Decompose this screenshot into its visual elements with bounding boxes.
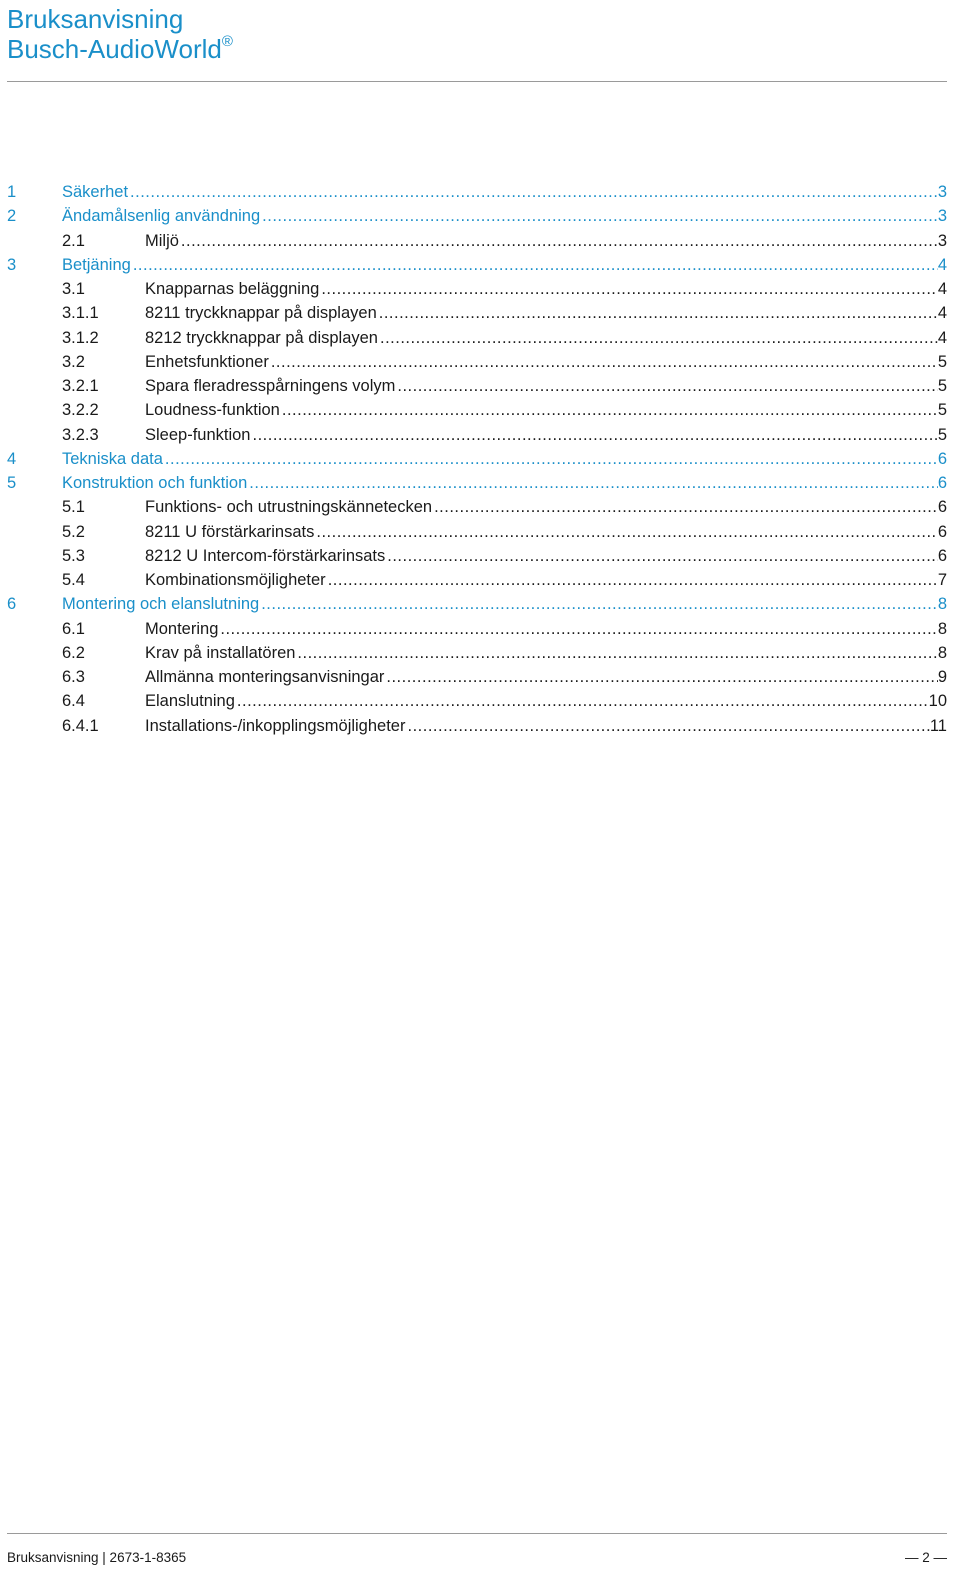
toc-entry-title: Tekniska data (62, 449, 163, 468)
toc-entry[interactable] (7, 592, 947, 616)
toc-dot-leader (378, 326, 938, 350)
toc-entry-number: 6.4.1 (62, 716, 99, 735)
toc-dot-leader (269, 350, 938, 374)
toc-dot-leader (247, 471, 938, 495)
toc-entry[interactable] (7, 301, 947, 325)
toc-entry-number: 5.4 (62, 571, 85, 589)
toc-entry-title: Montering och elanslutning (62, 595, 260, 614)
toc-dot-leader (280, 398, 938, 422)
toc-entry-page: 5 (937, 352, 947, 371)
toc-entry-line (145, 301, 947, 325)
toc-entry-number: 3.1.2 (62, 328, 99, 347)
toc-entry-line (62, 204, 947, 228)
toc-entry-title: Konstruktion och funktion (62, 474, 248, 492)
toc-entry-page: 4 (937, 328, 947, 347)
toc-entry-number: 1 (7, 183, 17, 201)
toc-entry-page: 6 (937, 474, 947, 492)
toc-dot-leader (385, 544, 938, 568)
toc-entry-page: 3 (937, 231, 947, 250)
toc-dot-leader (251, 423, 938, 447)
toc-entry-title: Knapparnas beläggning (145, 280, 320, 298)
toc-entry-page: 7 (937, 571, 947, 589)
toc-entry-title: Miljö (145, 231, 179, 250)
toc-entry-title: Kombinationsmöjligheter (145, 571, 326, 589)
toc-entry[interactable] (7, 617, 947, 641)
toc-entry-page: 5 (937, 401, 947, 420)
toc-entry-number: 6.1 (62, 619, 85, 638)
toc-entry-line (145, 423, 947, 447)
toc-entry-page: 4 (937, 304, 947, 323)
toc-dot-leader (218, 617, 937, 641)
toc-entry-number: 6.3 (62, 668, 85, 686)
toc-entry-page: 8 (937, 619, 947, 638)
toc-entry-page: 4 (937, 280, 947, 298)
toc-entry-line (145, 714, 947, 738)
footer-divider (7, 1533, 947, 1534)
toc-entry-title: Ändamålsenlig användning (62, 207, 261, 226)
toc-entry-title: Enhetsfunktioner (145, 352, 269, 371)
toc-dot-leader (314, 520, 937, 544)
footer-page-number: — 2 — (904, 1550, 947, 1565)
toc-entry-line (145, 495, 947, 519)
toc-entry[interactable] (7, 544, 947, 568)
toc-entry-page: 4 (937, 255, 947, 274)
toc-entry-line (145, 641, 947, 665)
toc-entry-line (62, 471, 947, 495)
toc-entry-line (145, 665, 947, 689)
toc-dot-leader (179, 229, 938, 253)
toc-dot-leader (384, 665, 937, 689)
toc-entry-line (145, 689, 947, 713)
toc-entry-number: 5.1 (62, 498, 85, 517)
toc-entry[interactable] (7, 374, 947, 398)
toc-entry[interactable] (7, 253, 947, 277)
toc-entry-number: 3.2.1 (62, 377, 99, 395)
toc-entry[interactable] (7, 568, 947, 592)
toc-entry-line (145, 544, 947, 568)
product-name: Busch-AudioWorld (7, 34, 222, 64)
toc-entry-line (145, 374, 947, 398)
document-header (7, 4, 947, 64)
toc-dot-leader (405, 714, 929, 738)
toc-entry[interactable] (7, 447, 947, 471)
toc-entry-number: 6.4 (62, 692, 85, 711)
toc-entry-line (145, 350, 947, 374)
toc-entry[interactable] (7, 326, 947, 350)
toc-entry-page: 8 (937, 643, 947, 662)
toc-entry[interactable] (7, 350, 947, 374)
table-of-contents (7, 180, 947, 738)
toc-entry-number: 6.2 (62, 643, 85, 662)
toc-entry-page: 6 (937, 449, 947, 468)
toc-entry[interactable] (7, 665, 947, 689)
toc-dot-leader (235, 689, 929, 713)
toc-entry-line (145, 229, 947, 253)
toc-dot-leader (395, 374, 937, 398)
toc-entry-number: 3.1 (62, 280, 85, 298)
registered-mark: ® (221, 33, 233, 50)
toc-entry[interactable] (7, 277, 947, 301)
document-subtitle (7, 34, 947, 64)
toc-entry-page: 6 (937, 546, 947, 565)
toc-entry-number: 3.1.1 (62, 304, 99, 323)
toc-entry-number: 5.2 (62, 522, 85, 541)
toc-dot-leader (259, 592, 938, 616)
toc-entry-number: 3.2.2 (62, 401, 99, 420)
toc-entry-page: 5 (937, 425, 947, 444)
toc-entry-number: 4 (7, 449, 17, 468)
toc-entry-line (62, 447, 947, 471)
toc-entry-number: 5 (7, 474, 17, 492)
toc-entry-title: 8211 U förstärkarinsats (145, 522, 315, 541)
toc-entry-page: 5 (937, 377, 947, 395)
toc-entry-page: 3 (937, 207, 947, 226)
toc-entry-title: 8212 U Intercom-förstärkarinsats (145, 546, 386, 565)
toc-dot-leader (260, 204, 938, 228)
toc-entry-title: Funktions- och utrustningskännetecken (145, 498, 433, 517)
toc-dot-leader (319, 277, 937, 301)
toc-entry-page: 9 (937, 668, 947, 686)
toc-entry[interactable] (7, 641, 947, 665)
toc-entry-number: 3.2 (62, 352, 85, 371)
toc-entry-number: 6 (7, 595, 17, 614)
toc-entry-line (145, 568, 947, 592)
toc-entry[interactable] (7, 714, 947, 738)
toc-entry-number: 2.1 (62, 231, 85, 250)
toc-entry-page: 8 (937, 595, 947, 614)
toc-entry-line (145, 520, 947, 544)
document-title: Bruksanvisning (7, 4, 184, 34)
toc-entry[interactable] (7, 520, 947, 544)
toc-dot-leader (131, 253, 938, 277)
toc-entry-page: 10 (928, 692, 947, 711)
toc-entry-page: 3 (937, 183, 947, 201)
toc-entry[interactable] (7, 423, 947, 447)
toc-dot-leader (326, 568, 938, 592)
footer-document-id: Bruksanvisning | 2673-1-8365 (7, 1550, 187, 1565)
toc-entry-number: 2 (7, 207, 17, 226)
toc-entry-title: 8211 tryckknappar på displayen (145, 304, 377, 323)
toc-entry-title: Elanslutning (145, 692, 235, 711)
toc-entry[interactable] (7, 180, 947, 204)
toc-entry-number: 3.2.3 (62, 425, 99, 444)
toc-entry-title: 8212 tryckknappar på displayen (145, 328, 378, 347)
toc-entry-title: Installations-/inkopplingsmöjligheter (145, 716, 406, 735)
toc-entry-title: Loudness-funktion (145, 401, 280, 420)
toc-entry-line (62, 253, 947, 277)
toc-entry-line (62, 592, 947, 616)
toc-dot-leader (163, 447, 938, 471)
toc-entry[interactable] (7, 471, 947, 495)
toc-entry-line (145, 617, 947, 641)
toc-entry-line (145, 277, 947, 301)
toc-entry[interactable] (7, 398, 947, 422)
header-divider (7, 81, 947, 82)
toc-entry-title: Montering (145, 619, 219, 638)
toc-entry-title: Spara fleradresspårningens volym (145, 377, 396, 395)
toc-entry-page: 6 (937, 498, 947, 517)
toc-entry[interactable] (7, 689, 947, 713)
toc-entry-title: Säkerhet (62, 183, 129, 201)
toc-entry-page: 6 (937, 522, 947, 541)
toc-entry-title: Sleep-funktion (145, 425, 251, 444)
toc-entry[interactable] (7, 204, 947, 228)
toc-entry-page: 11 (929, 716, 947, 735)
toc-entry-line (62, 180, 947, 204)
toc-entry-line (145, 326, 947, 350)
toc-dot-leader (432, 495, 938, 519)
toc-entry-title: Krav på installatören (145, 643, 296, 662)
toc-entry-number: 5.3 (62, 546, 85, 565)
toc-dot-leader (295, 641, 937, 665)
toc-entry[interactable] (7, 495, 947, 519)
toc-dot-leader (377, 301, 938, 325)
toc-dot-leader (128, 180, 938, 204)
toc-entry[interactable] (7, 229, 947, 253)
toc-entry-line (145, 398, 947, 422)
toc-entry-title: Betjäning (62, 255, 131, 274)
toc-entry-title: Allmänna monteringsanvisningar (145, 668, 385, 686)
toc-entry-number: 3 (7, 255, 17, 274)
